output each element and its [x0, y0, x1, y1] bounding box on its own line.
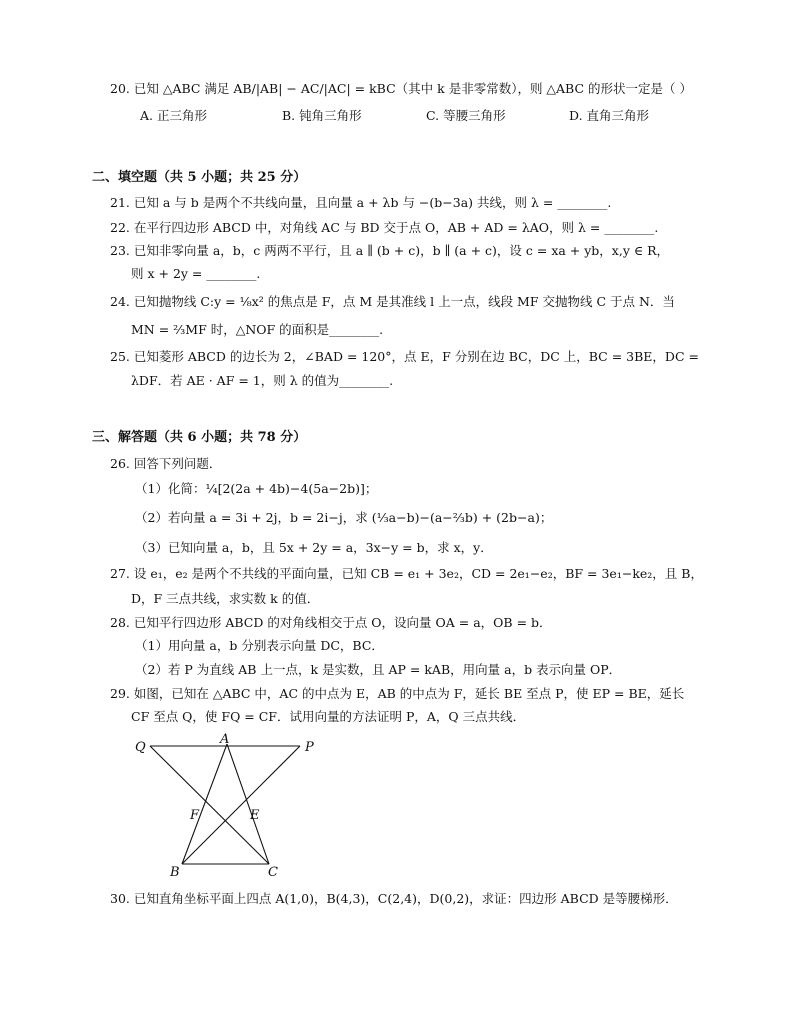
option-a: A. 正三角形 [140, 108, 207, 123]
option-d: D. 直角三角形 [569, 108, 650, 123]
question-27: 27. 设 e₁，e₂ 是两个不共线的平面向量，已知 CB = e₁ + 3e₂，CD = 2e₁−e₂，BF = 3e₁−ke₂，且 B， [110, 566, 703, 581]
label-a: A [220, 733, 230, 747]
question-23-cont: 则 x + 2y = ________. [131, 266, 261, 281]
label-e: E [250, 808, 260, 823]
section-heading-fill-in: 二、填空题（共 5 小题；共 25 分） [92, 170, 307, 185]
question-29: 29. 如图，已知在 △ABC 中，AC 的中点为 E，AB 的中点为 F，延长 BE 至点 P，使 EP = BE，延长 [110, 686, 685, 701]
question-29-cont: CF 至点 Q，使 FQ = CF．试用向量的方法证明 P，A，Q 三点共线． [131, 709, 526, 724]
question-24-cont: MN = ⅔MF 时，△NOF 的面积是________. [131, 322, 384, 337]
question-22: 22. 在平行四边形 ABCD 中，对角线 AC 与 BD 交于点 O，AB + AD = λAO，则 λ = ________. [110, 220, 659, 235]
label-q: Q [135, 740, 146, 755]
line-cq [150, 746, 269, 864]
question-25: 25. 已知菱形 ABCD 的边长为 2，∠BAD = 120°，点 E，F 分别在边 BC，DC 上，BC = 3BE，DC = [110, 349, 699, 364]
question-28-part-2: （2）若 P 为直线 AB 上一点，k 是实数，且 AP = kAB，用向量 a，b 表示向量 OP． [135, 662, 622, 677]
question-28: 28. 已知平行四边形 ABCD 的对角线相交于点 O，设向量 OA = a，OB = b． [110, 615, 552, 630]
question-20: 20. 已知 △ABC 满足 AB/|AB| − AC/|AC| = kBC（其中 k 是非零常数），则 △ABC 的形状一定是（ ） [110, 81, 692, 96]
question-23: 23. 已知非零向量 a，b，c 两两不平行，且 a ∥ (b + c)，b ∥ (a + c)，设 c = xa + yb，x,y ∈ R， [110, 243, 670, 258]
question-26: 26. 回答下列问题． [110, 456, 222, 471]
label-p: P [305, 740, 314, 755]
question-25-cont: λDF．若 AE · AF = 1，则 λ 的值为________. [131, 373, 394, 388]
question-28-part-1: （1）用向量 a，b 分别表示向量 DC，BC． [135, 638, 384, 653]
question-26-part-3: （3）已知向量 a，b，且 5x + 2y = a，3x−y = b，求 x，y． [135, 540, 493, 555]
option-b: B. 钝角三角形 [282, 108, 362, 123]
section-heading-solutions: 三、解答题（共 6 小题；共 78 分） [92, 430, 307, 445]
option-c: C. 等腰三角形 [426, 108, 506, 123]
line-ac [227, 744, 269, 864]
triangle-figure [130, 733, 326, 881]
label-c: C [268, 865, 278, 880]
label-b: B [170, 865, 180, 880]
question-26-part-2: （2）若向量 a = 3i + 2j，b = 2i−j，求 (⅓a−b)−(a−⅔b) + (2b−a)； [135, 510, 553, 525]
label-f: F [190, 808, 200, 823]
question-24: 24. 已知抛物线 C:y = ⅛x² 的焦点是 F，点 M 是其准线 l 上一点，线段 MF 交抛物线 C 于点 N．当 [110, 294, 675, 309]
line-ab [182, 744, 227, 864]
line-bp [182, 746, 300, 864]
question-27-cont: D，F 三点共线，求实数 k 的值． [131, 591, 320, 606]
question-21: 21. 已知 a 与 b 是两个不共线向量，且向量 a + λb 与 −(b−3a) 共线，则 λ = ________. [110, 195, 612, 210]
question-30: 30. 已知直角坐标平面上四点 A(1,0)，B(4,3)，C(2,4)，D(0,2)，求证：四边形 ABCD 是等腰梯形． [110, 891, 678, 906]
question-26-part-1: （1）化简：¼[2(2a + 4b)−4(5a−2b)]； [135, 481, 378, 496]
